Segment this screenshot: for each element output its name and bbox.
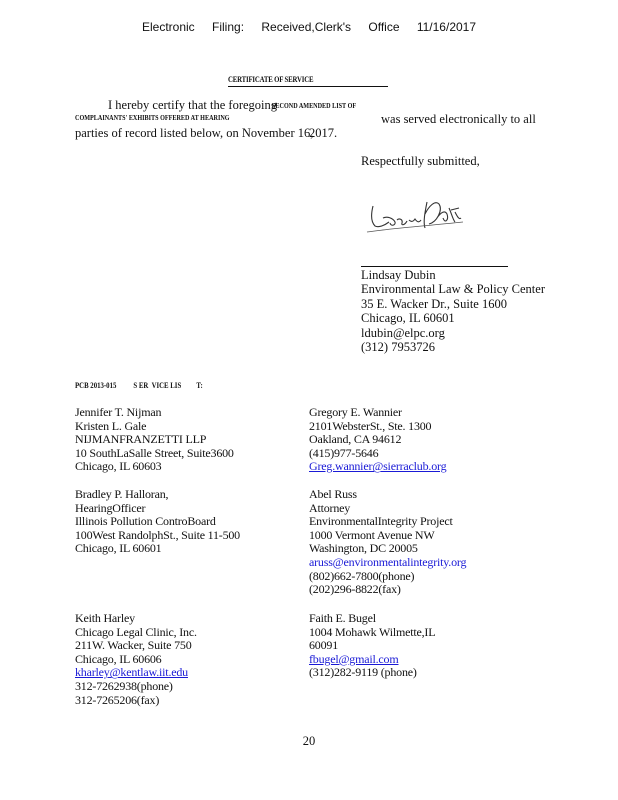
certificate-title: CERTIFICATE OF SERVICE: [228, 75, 314, 84]
party-halloran: [75, 488, 240, 556]
handwritten-signature: [365, 192, 465, 244]
party-line: (415)977-5646: [309, 445, 379, 460]
party-wannier: [309, 406, 446, 474]
party-line: 60091: [309, 638, 339, 653]
signer-phone: (312) 7953726: [361, 340, 435, 355]
party-line: 1000 Vermont Avenue NW: [309, 527, 435, 542]
signature-line: [361, 266, 508, 267]
service-list-title: PCB 2013-015 S ER VICE LIS T:: [75, 381, 203, 390]
signer-org: Environmental Law & Policy Center: [361, 282, 545, 297]
party-bugel: [309, 612, 435, 680]
party-line: NIJMANFRANZETTI LLP: [75, 432, 207, 447]
party-phone: (312)282-9119 (phone): [309, 665, 417, 680]
header-electronic: Electronic: [141, 20, 195, 34]
party-line: Abel Russ: [309, 487, 357, 501]
served-text: was served electronically to all: [381, 112, 536, 126]
document-name-1: SECOND AMENDED LIST OF: [272, 101, 357, 110]
signer-block: [361, 268, 545, 354]
party-line: Gregory E. Wannier: [309, 405, 402, 419]
party-fax: 312-7265206(fax): [75, 692, 160, 707]
header-received: Received,Clerk's: [261, 20, 352, 34]
signer-email: ldubin@elpc.org: [361, 325, 445, 340]
party-line: 1004 Mohawk Wilmette,IL: [309, 624, 436, 639]
party-line: Keith Harley: [75, 611, 135, 625]
respectfully-submitted: Respectfully submitted,: [361, 154, 480, 168]
header-office: Office: [368, 20, 400, 34]
signer-name: Lindsay Dubin: [361, 268, 436, 282]
party-harley: [75, 612, 197, 707]
signer-address-1: 35 E. Wacker Dr., Suite 1600: [361, 296, 507, 311]
party-line: Washington, DC 20005: [309, 541, 418, 556]
party-line: HearingOfficer: [75, 500, 146, 515]
party-phone: 312-7262938(phone): [75, 678, 173, 693]
email-link[interactable]: kharley@kentlaw.iit.edu: [75, 665, 188, 680]
party-line: Kristen L. Gale: [75, 418, 147, 433]
party-line: Chicago, IL 60603: [75, 459, 162, 474]
party-phone: (802)662-7800(phone): [309, 568, 415, 583]
certify-line-1: I hereby certify that the foregoing: [108, 98, 278, 112]
header-date: 11/16/2017: [416, 20, 477, 34]
email-link[interactable]: Greg.wannier@sierraclub.org: [309, 459, 447, 474]
certify-year: 2017.: [309, 126, 338, 140]
party-russ: [309, 488, 466, 597]
party-line: Chicago Legal Clinic, Inc.: [75, 624, 197, 639]
header-filing: Filing:: [212, 20, 245, 34]
party-line: Bradley P. Halloran,: [75, 487, 169, 501]
party-nijman: [75, 406, 234, 474]
page-number: 20: [302, 734, 316, 748]
email-link[interactable]: aruss@environmentalintegrity.org: [309, 554, 467, 569]
party-line: Oakland, CA 94612: [309, 432, 402, 447]
party-line: Chicago, IL 60606: [75, 651, 162, 666]
party-line: Faith E. Bugel: [309, 611, 376, 625]
party-line: 100West RandolphSt., Suite 11-500: [75, 527, 240, 542]
party-line: 211W. Wacker, Suite 750: [75, 638, 192, 653]
party-line: Attorney: [309, 500, 351, 515]
signer-address-2: Chicago, IL 60601: [361, 311, 455, 326]
party-line: EnvironmentalIntegrity Project: [309, 514, 453, 529]
email-link[interactable]: fbugel@gmail.com: [309, 651, 399, 666]
party-line: Illinois Pollution ControBoard: [75, 514, 216, 529]
title-underline: [228, 86, 388, 87]
party-line: 10 SouthLaSalle Street, Suite3600: [75, 445, 234, 460]
party-line: Chicago, IL 60601: [75, 541, 162, 556]
party-line: Jennifer T. Nijman: [75, 405, 162, 419]
certify-line-3: parties of record listed below, on November 16,: [75, 126, 314, 140]
party-fax: (202)296-8822(fax): [309, 582, 401, 597]
filing-stamp-header: [0, 20, 618, 34]
document-name-2: COMPLAINANTS' EXHIBITS OFFERED AT HEARING: [75, 113, 230, 122]
party-line: 2101WebsterSt., Ste. 1300: [309, 418, 432, 433]
